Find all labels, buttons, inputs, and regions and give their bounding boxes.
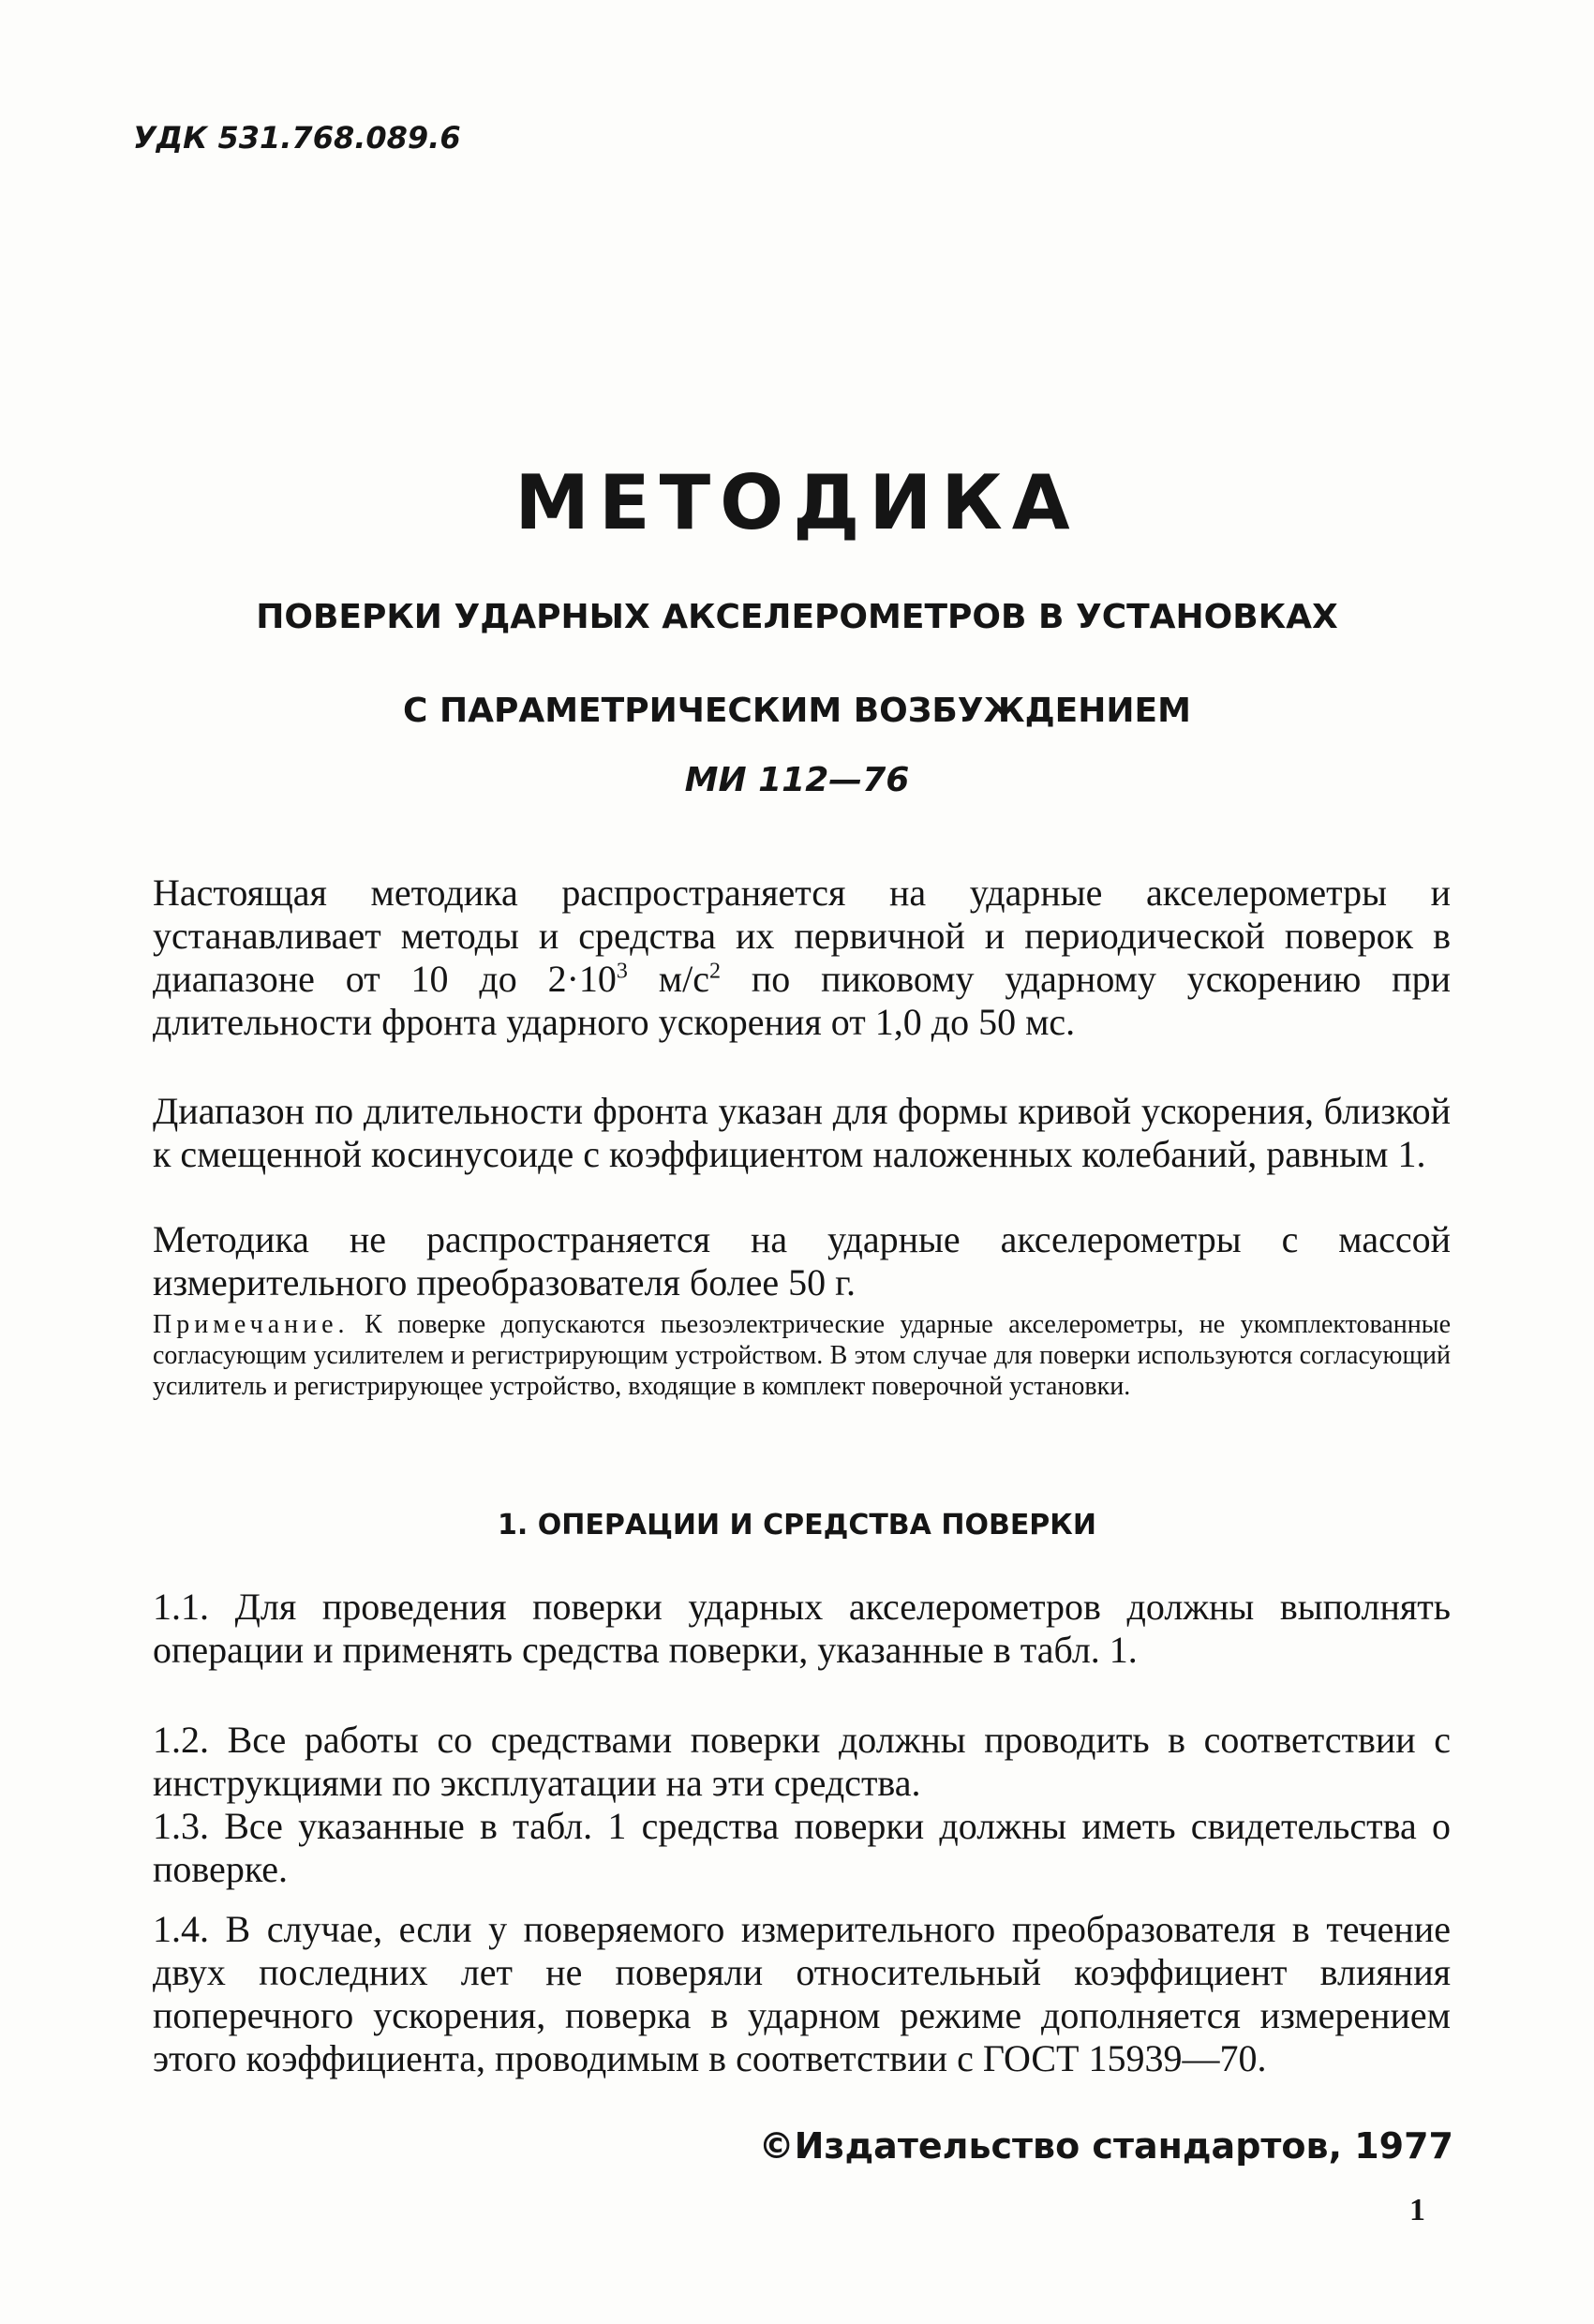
document-code: МИ 112—76 — [684, 761, 910, 799]
intro-p1-start: Настоящая методика распространяется на ударные акселерометры и устанавливает методы и средства их первичной и периодической поверок в диапазоне от 10 до 2·10 — [153, 872, 1451, 1000]
intro-p1-sup-exponent: 3 — [616, 959, 628, 984]
intro-p1-end: по пиковому ударному ускорению при длительности фронта ударного ускорения от 1,0 до 50 мс. — [153, 958, 1451, 1043]
intro-p1-sup-units: 2 — [708, 959, 721, 984]
document-subtitle-line1: ПОВЕРКИ УДАРНЫХ АКСЕЛЕРОМЕТРОВ В УСТАНОВКАХ — [256, 598, 1338, 636]
document-subtitle-line2: С ПАРАМЕТРИЧЕСКИМ ВОЗБУЖДЕНИЕМ — [403, 692, 1191, 730]
copyright: ©Издательство стандартов, 1977 — [758, 2125, 1453, 2167]
section-1-heading: 1. ОПЕРАЦИИ И СРЕДСТВА ПОВЕРКИ — [498, 1509, 1096, 1542]
section-1-item-1: 1.1. Для проведения поверки ударных акселерометров должны выполнять операции и применять средства поверки, указанные в табл. 1. — [153, 1586, 1451, 1671]
note-label: Примечание. — [153, 1310, 350, 1339]
intro-paragraph-1 — [153, 872, 1451, 1044]
udk-code: УДК 531.768.089.6 — [133, 120, 461, 156]
note — [153, 1309, 1451, 1402]
intro-paragraph-3: Методика не распространяется на ударные акселерометры с массой измерительного преобразователя более 50 г. — [153, 1218, 1451, 1304]
intro-p1-units: м/с — [627, 958, 709, 1000]
section-1-item-2: 1.2. Все работы со средствами поверки должны проводить в соответствии с инструкциями по эксплуатации на эти средства. — [153, 1719, 1451, 1804]
intro-paragraph-2: Диапазон по длительности фронта указан для формы кривой ускорения, близкой к смещенной косинусоиде с коэффициентом наложенных колебаний, равным 1. — [153, 1090, 1451, 1175]
document-title: МЕТОДИКА — [514, 459, 1080, 546]
page-number: 1 — [1409, 2193, 1425, 2227]
section-1-item-3: 1.3. Все указанные в табл. 1 средства поверки должны иметь свидетельства о поверке. — [153, 1805, 1451, 1890]
section-1-item-4: 1.4. В случае, если у поверяемого измерительного преобразователя в течение двух последних лет не поверяли относительный коэффициент влияния поперечного ускорения, поверка в ударном режиме дополняется измерением этого коэффициента, проводимым в соответствии с ГОСТ 15939—70. — [153, 1908, 1451, 2079]
note-text: К поверке допускаются пьезоэлектрические ударные акселерометры, не укомплектованные согласующим усилителем и регистрирующим устройством. В этом случае для поверки используются согласующий усилитель и регистрирующее устройство, входящие в комплект поверочной установки. — [153, 1310, 1451, 1401]
